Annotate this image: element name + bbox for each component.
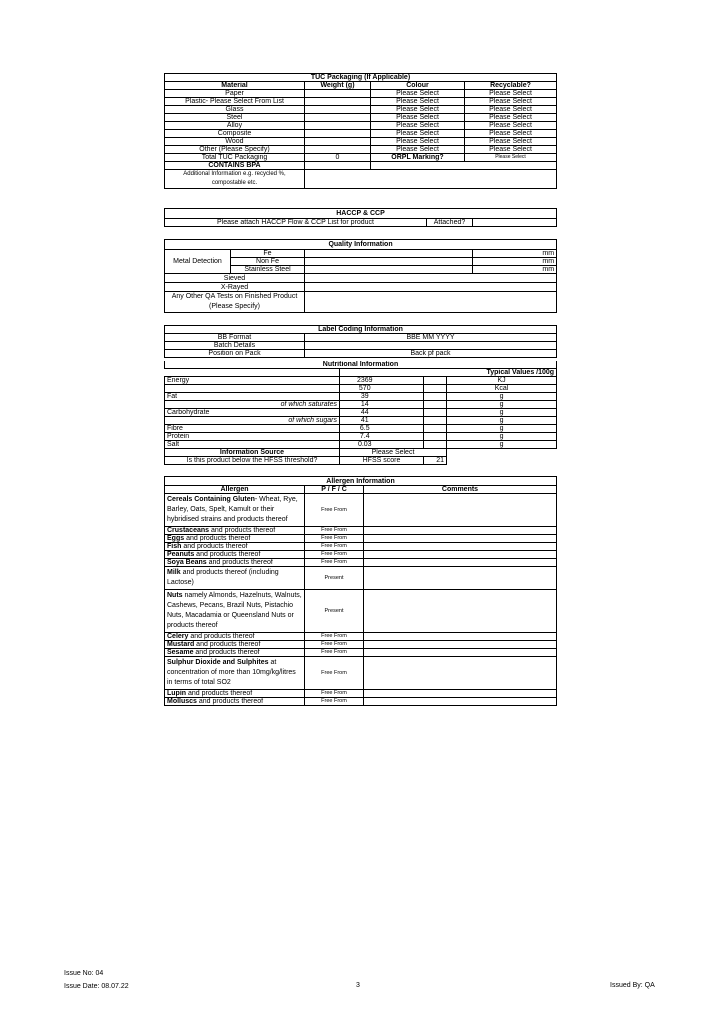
nutrient-spacer	[424, 385, 447, 393]
tuc-colour-select[interactable]: Please Select	[371, 90, 465, 98]
tuc-weight-input[interactable]	[305, 138, 371, 146]
metal-fe-unit: mm	[473, 250, 557, 258]
metal-fe-input[interactable]	[305, 250, 473, 258]
bb-format-label: BB Format	[165, 334, 305, 342]
nutrient-name: of which sugars	[165, 417, 340, 425]
allergen-row	[165, 657, 557, 690]
nutrient-value[interactable]: 14	[340, 401, 390, 409]
allergen-status-select[interactable]: Present	[305, 590, 364, 633]
metal-nonfe-label: Non Fe	[231, 258, 305, 266]
sieved-label: Sieved	[165, 274, 305, 283]
tuc-row	[165, 146, 557, 154]
nutrient-name: Energy	[165, 377, 340, 385]
allergen-name	[165, 543, 305, 551]
allergen-comments-input[interactable]	[364, 527, 557, 535]
allergen-status-select[interactable]: Free From	[305, 494, 364, 527]
nutrient-spacer	[390, 409, 424, 417]
allergen-row	[165, 535, 557, 543]
tuc-colour-select[interactable]: Please Select	[371, 146, 465, 154]
allergen-name-rest: and products thereof	[194, 551, 261, 558]
nutrition-row	[165, 409, 557, 417]
other-tests-input[interactable]	[305, 292, 557, 313]
allergen-name-rest: and products thereof	[209, 527, 276, 534]
nutrient-value[interactable]: 44	[340, 409, 390, 417]
nutrition-row	[165, 441, 557, 449]
tuc-recyclable-select[interactable]: Please Select	[465, 114, 557, 122]
allergen-status-select[interactable]: Free From	[305, 657, 364, 690]
allergen-name-bold: Fish	[167, 543, 182, 550]
tuc-weight-input[interactable]	[305, 130, 371, 138]
nutrient-value[interactable]: 6.5	[340, 425, 390, 433]
allergen-row	[165, 559, 557, 567]
nutrient-name: Fibre	[165, 425, 340, 433]
tuc-colour-select[interactable]: Please Select	[371, 138, 465, 146]
tuc-recyclable-select[interactable]: Please Select	[465, 122, 557, 130]
nutrient-spacer	[390, 393, 424, 401]
tuc-weight-input[interactable]	[305, 90, 371, 98]
issued-by: Issued By: QA	[610, 982, 655, 989]
nutrient-spacer	[424, 441, 447, 449]
tuc-title: TUC Packaging (If Applicable)	[165, 74, 557, 82]
tuc-recyclable-select[interactable]: Please Select	[465, 106, 557, 114]
xrayed-input[interactable]	[305, 283, 557, 292]
tuc-header-recyclable: Recyclable?	[465, 82, 557, 90]
nutrient-spacer	[424, 425, 447, 433]
allergen-name-rest: and products thereof	[196, 698, 264, 705]
attached-label: Attached?	[427, 219, 473, 227]
allergen-name	[165, 551, 305, 559]
tuc-colour-select[interactable]: Please Select	[371, 122, 465, 130]
nutrient-spacer	[424, 401, 447, 409]
attached-input[interactable]	[473, 219, 557, 227]
tuc-recyclable-select[interactable]: Please Select	[465, 146, 557, 154]
quality-section	[164, 239, 556, 313]
nutrient-spacer	[424, 417, 447, 425]
allergen-name-bold: Crustaceans	[167, 527, 210, 534]
info-source-select[interactable]: Please Select	[340, 449, 447, 457]
tuc-row	[165, 90, 557, 98]
tuc-packaging-section	[164, 73, 556, 189]
allergen-name-rest: and products thereof	[206, 559, 273, 566]
allergen-row	[165, 590, 557, 633]
allergen-name	[165, 527, 305, 535]
allergen-header-allergen: Allergen	[165, 486, 305, 494]
allergen-name-bold: Celery	[167, 633, 189, 640]
allergen-status-select[interactable]: Free From	[305, 527, 364, 535]
allergen-status-select[interactable]: Free From	[305, 633, 364, 641]
tuc-row	[165, 98, 557, 106]
allergen-name-rest: and products thereof	[193, 649, 260, 656]
tuc-recyclable-select[interactable]: Please Select	[465, 90, 557, 98]
bb-format-value[interactable]: BBE MM YYYY	[305, 334, 557, 342]
allergen-name-rest: and products thereof	[186, 690, 253, 697]
tuc-material-label: Paper	[165, 90, 305, 98]
tuc-recyclable-select[interactable]: Please Select	[465, 130, 557, 138]
nutrient-value[interactable]: 0.03	[340, 441, 390, 449]
tuc-material-label: Glass	[165, 106, 305, 114]
allergen-name	[165, 535, 305, 543]
hfss-question: Is this product below the HFSS threshold?	[165, 457, 340, 465]
allergen-name	[165, 649, 305, 657]
allergen-name-rest: - Wheat, Rye, Barley, Oats, Spelt, Kamult or their hybridised strains and products thereof	[167, 496, 298, 523]
allergen-comments-input[interactable]	[364, 551, 557, 559]
allergen-name-bold: Peanuts	[167, 551, 195, 558]
allergen-name-rest: at concentration of more than 10mg/kg/litres in terms of total SO2	[167, 659, 296, 686]
allergen-name-rest: and products thereof (including Lactose)	[167, 569, 279, 586]
allergen-status-select[interactable]: Free From	[305, 535, 364, 543]
nutrient-spacer	[424, 409, 447, 417]
tuc-material-label: Plastic- Please Select From List	[165, 98, 305, 106]
allergen-name	[165, 698, 305, 706]
nutrient-name	[165, 385, 340, 393]
allergen-row	[165, 494, 557, 527]
allergen-name-bold: Mustard	[167, 641, 195, 648]
tuc-row	[165, 130, 557, 138]
nutrient-spacer	[424, 393, 447, 401]
allergen-comments-input[interactable]	[364, 657, 557, 690]
bpa-input[interactable]	[305, 162, 371, 170]
allergen-status-select[interactable]: Free From	[305, 641, 364, 649]
allergen-title: Allergen Information	[165, 477, 557, 486]
nutrient-spacer	[390, 441, 424, 449]
tuc-material-label: Steel	[165, 114, 305, 122]
allergen-comments-input[interactable]	[364, 559, 557, 567]
metal-nonfe-unit: mm	[473, 258, 557, 266]
allergen-name-bold: Sesame	[167, 649, 194, 656]
tuc-recyclable-select[interactable]: Please Select	[465, 138, 557, 146]
allergen-name-rest: namely Almonds, Hazelnuts, Walnuts, Cashews, Pecans, Brazil Nuts, Pistachio Nuts, Macadamia or Queensland Nuts or products thereof	[167, 592, 302, 629]
tuc-total-value: 0	[305, 154, 371, 162]
allergen-comments-input[interactable]	[364, 690, 557, 698]
tuc-header-material: Material	[165, 82, 305, 90]
additional-info-label: Additional Information e.g. recycled %, compostable etc.	[165, 170, 305, 189]
allergen-header-comments: Comments	[364, 486, 557, 494]
nutrition-row	[165, 417, 557, 425]
allergen-name-bold: Cereals Containing Gluten	[167, 496, 255, 503]
tuc-material-label: Other (Please Specify)	[165, 146, 305, 154]
tuc-weight-input[interactable]	[305, 106, 371, 114]
hfss-score-value[interactable]: 21	[424, 457, 447, 465]
tuc-material-label: Wood	[165, 138, 305, 146]
nutrient-spacer	[424, 433, 447, 441]
allergen-name-rest: and products thereof	[194, 641, 261, 648]
nutrient-spacer	[390, 433, 424, 441]
metal-ss-label: Stainless Steel	[231, 266, 305, 274]
allergen-status-select[interactable]: Free From	[305, 649, 364, 657]
allergen-comments-input[interactable]	[364, 543, 557, 551]
nutrition-row	[165, 385, 557, 393]
tuc-total-label: Total TUC Packaging	[165, 154, 305, 162]
tuc-weight-input[interactable]	[305, 114, 371, 122]
nutrient-unit: g	[447, 409, 557, 417]
nutrient-unit: g	[447, 425, 557, 433]
nutrient-value[interactable]: 2369	[340, 377, 390, 385]
tuc-row	[165, 122, 557, 130]
hfss-score-label: HFSS score	[340, 457, 424, 465]
batch-details-label: Batch Details	[165, 342, 305, 350]
nutrient-spacer	[390, 377, 424, 385]
allergen-row	[165, 690, 557, 698]
tuc-colour-select[interactable]: Please Select	[371, 106, 465, 114]
allergen-row	[165, 543, 557, 551]
tuc-colour-select[interactable]: Please Select	[371, 130, 465, 138]
allergen-name-bold: Nuts	[167, 592, 183, 599]
nutrient-value[interactable]: 41	[340, 417, 390, 425]
allergen-name	[165, 641, 305, 649]
allergen-row	[165, 649, 557, 657]
allergen-comments-input[interactable]	[364, 494, 557, 527]
nutrient-value[interactable]: 39	[340, 393, 390, 401]
allergen-name-bold: Sulphur Dioxide and Sulphites	[167, 659, 269, 666]
nutrition-row	[165, 401, 557, 409]
xrayed-label: X-Rayed	[165, 283, 305, 292]
label-coding-section	[164, 325, 556, 358]
tuc-row	[165, 106, 557, 114]
allergen-row	[165, 641, 557, 649]
nutrition-row	[165, 393, 557, 401]
tuc-header-weight: Weight (g)	[305, 82, 371, 90]
quality-title: Quality Information	[165, 240, 557, 250]
allergen-name-rest: and products thereof	[188, 633, 255, 640]
typical-values-header: Typical Values /100g	[340, 369, 557, 377]
tuc-weight-input[interactable]	[305, 98, 371, 106]
tuc-row	[165, 114, 557, 122]
allergen-status-select[interactable]: Present	[305, 567, 364, 590]
bpa-label: CONTAINS BPA	[165, 162, 305, 170]
batch-details-input[interactable]	[305, 342, 557, 350]
nutrient-unit: g	[447, 433, 557, 441]
nutrient-unit: g	[447, 441, 557, 449]
metal-nonfe-input[interactable]	[305, 258, 473, 266]
nutrition-section	[164, 361, 556, 465]
tuc-material-label: Composite	[165, 130, 305, 138]
allergen-section	[164, 476, 556, 706]
nutrient-unit: KJ	[447, 377, 557, 385]
allergen-name	[165, 590, 305, 633]
haccp-instruction: Please attach HACCP Flow & CCP List for product	[165, 219, 427, 227]
nutrient-spacer	[390, 385, 424, 393]
nutrient-name: Fat	[165, 393, 340, 401]
allergen-name	[165, 567, 305, 590]
nutrient-name: Protein	[165, 433, 340, 441]
allergen-comments-input[interactable]	[364, 641, 557, 649]
allergen-status-select[interactable]: Free From	[305, 698, 364, 706]
nutrient-spacer	[390, 425, 424, 433]
allergen-comments-input[interactable]	[364, 535, 557, 543]
tuc-recyclable-select[interactable]: Please Select	[465, 98, 557, 106]
additional-info-input[interactable]	[305, 170, 557, 189]
allergen-row	[165, 551, 557, 559]
allergen-status-select[interactable]: Free From	[305, 551, 364, 559]
allergen-name	[165, 633, 305, 641]
allergen-row	[165, 527, 557, 535]
tuc-colour-select[interactable]: Please Select	[371, 114, 465, 122]
orpl-select[interactable]: Please Select	[465, 154, 557, 162]
allergen-header-pfc: P / F / C	[305, 486, 364, 494]
nutrient-unit: g	[447, 401, 557, 409]
nutrient-name: Salt	[165, 441, 340, 449]
allergen-name-bold: Eggs	[167, 535, 185, 542]
tuc-colour-select[interactable]: Please Select	[371, 98, 465, 106]
allergen-status-select[interactable]: Free From	[305, 690, 364, 698]
nutrient-spacer	[424, 377, 447, 385]
tuc-header-colour: Colour	[371, 82, 465, 90]
nutrient-unit: g	[447, 393, 557, 401]
nutrient-unit: g	[447, 417, 557, 425]
nutrient-spacer	[390, 401, 424, 409]
nutrient-name: of which saturates	[165, 401, 340, 409]
allergen-name	[165, 559, 305, 567]
allergen-status-select[interactable]: Free From	[305, 543, 364, 551]
info-source-label: Information Source	[165, 449, 340, 457]
page-number: 3	[356, 982, 360, 989]
allergen-row	[165, 633, 557, 641]
allergen-name-bold: Molluscs	[167, 698, 197, 705]
allergen-name	[165, 690, 305, 698]
metal-ss-unit: mm	[473, 266, 557, 274]
haccp-title: HACCP & CCP	[165, 209, 557, 219]
position-label: Position on Pack	[165, 350, 305, 358]
allergen-comments-input[interactable]	[364, 649, 557, 657]
nutrient-spacer	[390, 417, 424, 425]
allergen-comments-input[interactable]	[364, 590, 557, 633]
tuc-row	[165, 138, 557, 146]
nutrient-unit: Kcal	[447, 385, 557, 393]
nutrition-row	[165, 377, 557, 385]
allergen-row	[165, 567, 557, 590]
allergen-name-rest: and products thereof	[184, 535, 251, 542]
allergen-name-bold: Milk	[167, 569, 181, 576]
allergen-name	[165, 657, 305, 690]
metal-ss-input[interactable]	[305, 266, 473, 274]
allergen-name-bold: Soya Beans	[167, 559, 207, 566]
metal-fe-label: Fe	[231, 250, 305, 258]
nutrition-row	[165, 425, 557, 433]
allergen-comments-input[interactable]	[364, 567, 557, 590]
allergen-name-rest: and products thereof	[181, 543, 248, 550]
allergen-comments-input[interactable]	[364, 633, 557, 641]
orpl-label: ORPL Marking?	[371, 154, 465, 162]
sieved-input[interactable]	[305, 274, 557, 283]
haccp-section	[164, 208, 556, 227]
position-value[interactable]: Back pf pack	[305, 350, 557, 358]
tuc-weight-input[interactable]	[305, 146, 371, 154]
allergen-status-select[interactable]: Free From	[305, 559, 364, 567]
allergen-comments-input[interactable]	[364, 698, 557, 706]
allergen-name-bold: Lupin	[167, 690, 187, 697]
tuc-material-label: Alloy	[165, 122, 305, 130]
allergen-name	[165, 494, 305, 527]
other-tests-label: Any Other QA Tests on Finished Product (Please Specify)	[165, 292, 305, 313]
issue-number: Issue No: 04	[64, 970, 104, 977]
label-coding-title: Label Coding Information	[165, 326, 557, 334]
issue-date: Issue Date: 08.07.22	[64, 983, 129, 990]
nutrition-row	[165, 433, 557, 441]
nutrient-value[interactable]: 570	[340, 385, 390, 393]
metal-detection-label: Metal Detection	[165, 250, 231, 274]
nutrient-value[interactable]: 7.4	[340, 433, 390, 441]
nutrition-title: Nutritional Information	[165, 361, 557, 369]
tuc-weight-input[interactable]	[305, 122, 371, 130]
nutrient-name: Carbohydrate	[165, 409, 340, 417]
allergen-row	[165, 698, 557, 706]
